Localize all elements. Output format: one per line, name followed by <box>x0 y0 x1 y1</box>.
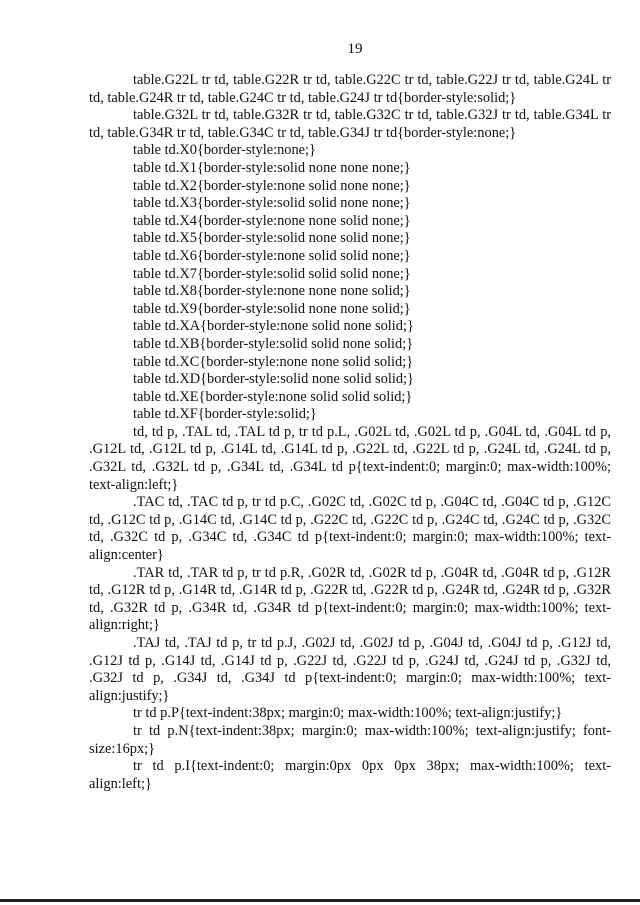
css-rule-x9: table td.X9{border-style:solid none none solid;} <box>133 300 411 317</box>
css-rule-x1: table td.X1{border-style:solid none none none;} <box>133 159 411 176</box>
css-rule-xe: table td.XE{border-style:none solid solid solid;} <box>133 388 413 405</box>
css-paragraph-i-class: tr td p.I{text-indent:0; margin:0px 0px 0px 38px; max-width:100%; text-align:left;} <box>89 758 611 792</box>
css-paragraph-tac: .TAC td, .TAC td p, tr td p.C, .G02C td, .G02C td p, .G04C td, .G04C td p, .G12C td, .G12C td p, .G14C td, .G14C td p, .G22C td, .G22C td p, .G24C td, .G24C td p, .G32C td, .G32C td p, .G34C td, .G34C td p{text-indent:0; margin:0; max-width:100%; text-align:center} <box>89 494 611 564</box>
css-rule-x5: table td.X5{border-style:solid none solid none;} <box>133 230 411 247</box>
css-paragraph-tal: td, td p, .TAL td, .TAL td p, tr td p.L, .G02L td, .G02L td p, .G04L td, .G04L td p, .G12L td, .G12L td p, .G14L td, .G14L td p, .G22L td, .G22L td p, .G24L td, .G24L td p, .G32L td, .G32L td p, .G34L td, .G34L td p{text-indent:0; margin:0; max-width:100%; text-align:left;} <box>89 423 611 493</box>
page-number: 19 <box>347 41 363 57</box>
css-rule-xc: table td.XC{border-style:none none solid solid;} <box>133 353 414 370</box>
css-rule-x8: table td.X8{border-style:none none none solid;} <box>133 283 411 300</box>
css-rule-x7: table td.X7{border-style:solid solid solid none;} <box>133 265 411 282</box>
css-rule-xf: table td.XF{border-style:solid;} <box>133 406 317 423</box>
css-rule-x2: table td.X2{border-style:none solid none none;} <box>133 177 411 194</box>
css-paragraph-tar: .TAR td, .TAR td p, tr td p.R, .G02R td, .G02R td p, .G04R td, .G04R td p, .G12R td, .G12R td p, .G14R td, .G14R td p, .G22R td, .G22R td p, .G24R td, .G24R td p, .G32R td, .G32R td p, .G34R td, .G34R td p{text-indent:0; margin:0; max-width:100%; text-align:right;} <box>89 564 611 634</box>
page-bottom-rule <box>0 899 640 902</box>
css-rule-x6: table td.X6{border-style:none solid solid none;} <box>133 247 411 264</box>
css-paragraph-g22-tables: table.G22L tr td, table.G22R tr td, table.G22C tr td, table.G22J tr td, table.G24L tr td, table.G24R tr td, table.G24C tr td, table.G24J tr td{border-style:solid;} <box>89 72 611 106</box>
css-rule-x4: table td.X4{border-style:none none solid none;} <box>133 212 411 229</box>
x-border-rules-list <box>89 142 611 424</box>
css-paragraph-taj: .TAJ td, .TAJ td p, tr td p.J, .G02J td, .G02J td p, .G04J td, .G04J td p, .G12J td, .G12J td p, .G14J td, .G14J td p, .G22J td, .G22J td p, .G24J td, .G24J td p, .G32J td, .G32J td p, .G34J td, .G34J td p{text-indent:0; margin:0; max-width:100%; text-align:justify;} <box>89 635 611 704</box>
css-rule-x3: table td.X3{border-style:solid solid none none;} <box>133 195 411 212</box>
css-rule-x0: table td.X0{border-style:none;} <box>133 142 316 159</box>
css-rule-xd: table td.XD{border-style:solid none solid solid;} <box>133 371 414 388</box>
css-paragraph-g32-tables: table.G32L tr td, table.G32R tr td, table.G32C tr td, table.G32J tr td, table.G34L tr td, table.G34R tr td, table.G34C tr td, table.G34J tr td{border-style:none;} <box>89 107 611 141</box>
css-paragraph-p-class: tr td p.P{text-indent:38px; margin:0; max-width:100%; text-align:justify;} <box>133 705 563 722</box>
css-rule-xb: table td.XB{border-style:solid solid none solid;} <box>133 335 414 352</box>
css-rule-xa: table td.XA{border-style:none solid none solid;} <box>133 318 414 335</box>
document-body <box>89 72 611 793</box>
css-paragraph-n-class: tr td p.N{text-indent:38px; margin:0; max-width:100%; text-align:justify; font-size:16px;} <box>89 722 611 757</box>
